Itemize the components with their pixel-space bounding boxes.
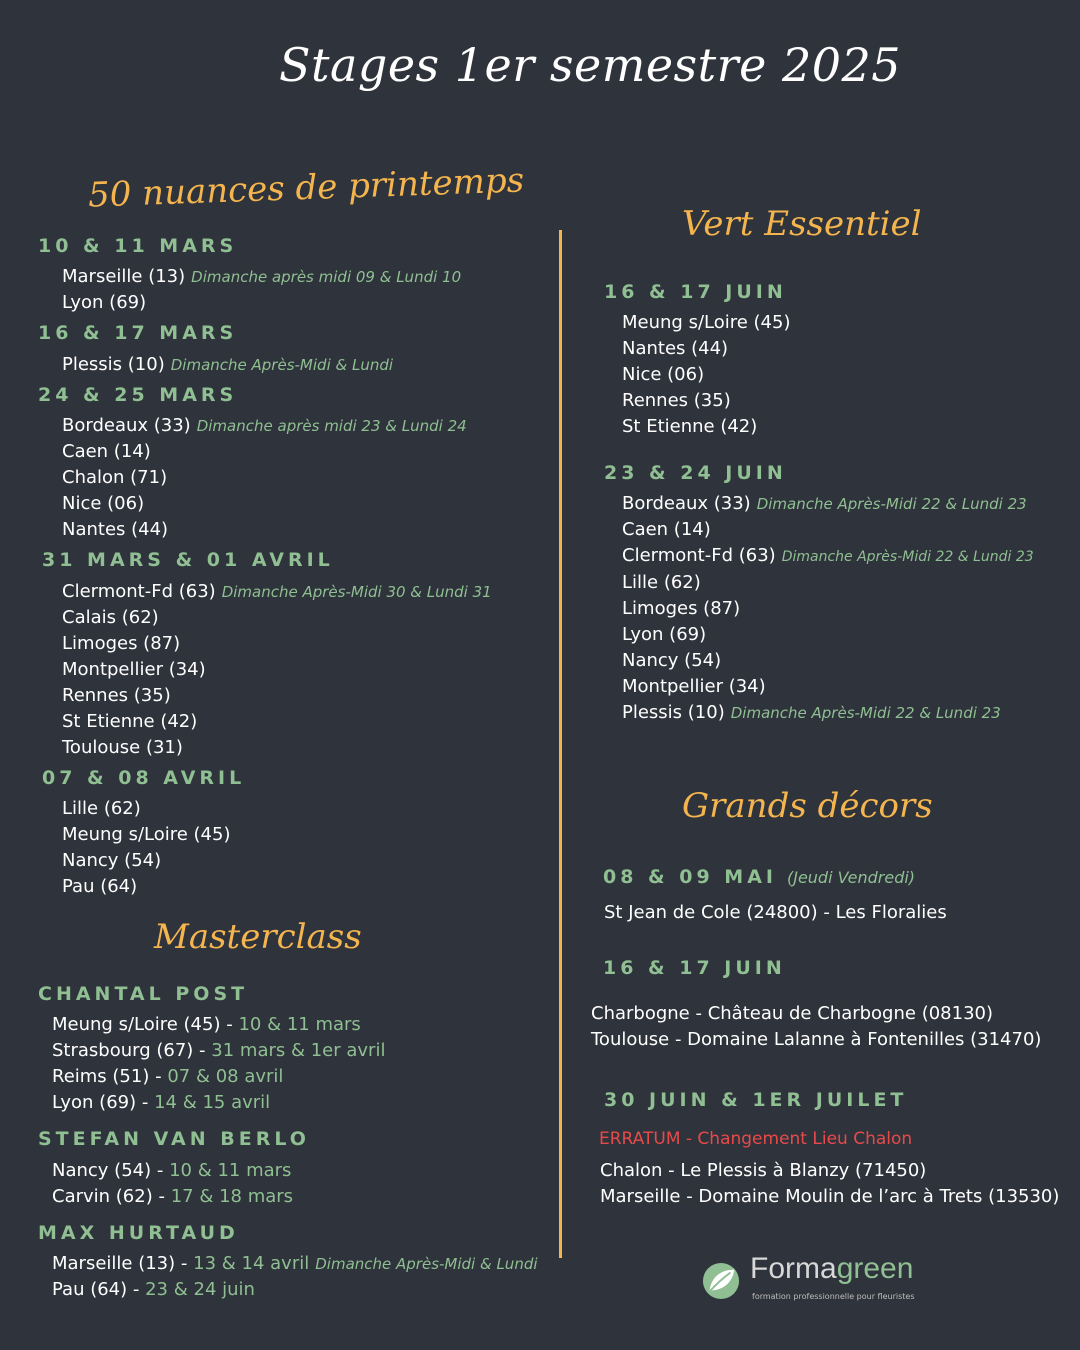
list-item	[62, 579, 492, 605]
place-name: Reims (51)	[52, 1066, 150, 1087]
list-item: Lyon (69)	[62, 292, 147, 313]
list-item: Strasbourg (67) - 31 mars & 1er avril	[52, 1040, 386, 1061]
section-title-grands-decors: Grands décors	[682, 786, 933, 826]
session-date: 17 & 18 mars	[170, 1186, 294, 1207]
place-name: Pau (64)	[52, 1279, 128, 1300]
list-item: St Jean de Cole (24800) - Les Floralies	[604, 902, 947, 923]
section-title-masterclass: Masterclass	[154, 917, 362, 957]
list-item: Meung s/Loire (45) - 10 & 11 mars	[52, 1014, 361, 1035]
list-item: Toulouse (31)	[62, 737, 183, 758]
place-name: Clermont-Fd (63)	[622, 545, 776, 566]
erratum-notice: ERRATUM - Changement Lieu Chalon	[599, 1129, 913, 1149]
schedule-note: Dimanche après midi 23 & Lundi 24	[196, 417, 467, 435]
list-item: Montpellier (34)	[62, 659, 206, 680]
list-item: Carvin (62) - 17 & 18 mars	[52, 1186, 294, 1207]
date-heading: 10 & 11 MARS	[38, 235, 238, 257]
schedule-note: Dimanche Après-Midi 22 & Lundi 23	[756, 495, 1027, 513]
list-item: Lyon (69)	[622, 624, 707, 645]
session-date: 23 & 24 juin	[145, 1279, 255, 1300]
date-group	[622, 310, 791, 440]
list-item: Rennes (35)	[622, 390, 731, 411]
date-group	[62, 352, 393, 378]
date-heading: 23 & 24 JUIN	[604, 462, 787, 484]
place-name: Bordeaux (33)	[622, 493, 751, 514]
date-group	[600, 1158, 1059, 1210]
list-item: Marseille (13) - 13 & 14 avril Dimanche Après-Midi & Lundi	[52, 1253, 538, 1274]
date-heading: 16 & 17 JUIN	[604, 281, 787, 303]
date-group	[622, 491, 1034, 726]
date-group	[62, 796, 231, 900]
schedule-note: Dimanche Après-Midi & Lundi	[170, 356, 394, 374]
date-group	[62, 579, 492, 761]
list-item: Meung s/Loire (45)	[62, 824, 231, 845]
date-group	[62, 264, 461, 316]
instructor-group	[52, 1012, 385, 1116]
date-heading: 08 & 09 MAI	[603, 866, 777, 888]
instructor-heading: MAX HURTAUD	[38, 1222, 239, 1244]
schedule-note: Dimanche Après-Midi 30 & Lundi 31	[221, 583, 492, 601]
schedule-note: Dimanche Après-Midi 22 & Lundi 23	[781, 549, 1034, 565]
date-heading: 07 & 08 AVRIL	[42, 767, 246, 789]
list-item: Lille (62)	[62, 798, 141, 819]
instructor-heading: STEFAN VAN BERLO	[38, 1128, 310, 1150]
date-heading: 16 & 17 MARS	[38, 322, 238, 344]
list-item: Marseille - Domaine Moulin de l’arc à Trets (13530)	[600, 1186, 1060, 1207]
session-date: 10 & 11 mars	[169, 1160, 292, 1181]
brand-logo	[750, 1252, 913, 1286]
schedule-note: Dimanche après midi 09 & Lundi 10	[191, 268, 462, 286]
leaf-logo-icon	[702, 1262, 740, 1300]
date-heading: 24 & 25 MARS	[38, 384, 238, 406]
place-name: Clermont-Fd (63)	[62, 581, 216, 602]
date-heading-row	[603, 866, 915, 888]
schedule-note: Dimanche Après-Midi & Lundi	[315, 1255, 538, 1273]
list-item: Rennes (35)	[62, 685, 171, 706]
list-item: Nice (06)	[62, 493, 145, 514]
session-date: 07 & 08 avril	[167, 1066, 284, 1087]
session-date: 13 & 14 avril	[193, 1253, 310, 1274]
place-name: Nancy (54)	[52, 1160, 152, 1181]
list-item	[62, 352, 393, 378]
place-name: Marseille (13)	[62, 266, 186, 287]
list-item: Toulouse - Domaine Lalanne à Fontenilles (31470)	[591, 1029, 1042, 1050]
list-item: Caen (14)	[62, 441, 151, 462]
list-item	[622, 700, 1034, 726]
list-item: Charbogne - Château de Charbogne (08130)	[591, 1003, 993, 1024]
session-date: 10 & 11 mars	[238, 1014, 361, 1035]
list-item: Nice (06)	[622, 364, 705, 385]
list-item: Montpellier (34)	[622, 676, 766, 697]
place-name: Plessis (10)	[62, 354, 165, 375]
list-item: Chalon - Le Plessis à Blanzy (71450)	[600, 1160, 927, 1181]
list-item: Pau (64)	[62, 876, 138, 897]
session-date: 14 & 15 avril	[154, 1092, 271, 1113]
list-item	[622, 543, 1034, 570]
list-item: Lille (62)	[622, 572, 701, 593]
list-item	[62, 264, 461, 290]
place-name: Meung s/Loire (45)	[52, 1014, 221, 1035]
list-item: Limoges (87)	[62, 633, 181, 654]
schedule-note: (Jeudi Vendredi)	[786, 868, 916, 887]
session-date: 31 mars & 1er avril	[211, 1040, 386, 1061]
date-group	[604, 900, 947, 926]
list-item: Nancy (54)	[622, 650, 722, 671]
place-name: Strasbourg (67)	[52, 1040, 194, 1061]
place-name: Bordeaux (33)	[62, 415, 191, 436]
list-item: Pau (64) - 23 & 24 juin	[52, 1279, 255, 1300]
schedule-note: Dimanche Après-Midi 22 & Lundi 23	[730, 704, 1001, 722]
list-item	[62, 413, 467, 439]
brand-name-part: green	[836, 1252, 914, 1285]
date-heading: 30 JUIN & 1ER JUILET	[604, 1089, 908, 1111]
list-item: Meung s/Loire (45)	[622, 312, 791, 333]
brand-tagline: formation professionnelle pour fleuristes	[752, 1292, 915, 1301]
list-item: St Etienne (42)	[622, 416, 758, 437]
list-item	[622, 491, 1034, 517]
list-item: Reims (51) - 07 & 08 avril	[52, 1066, 284, 1087]
list-item: Caen (14)	[622, 519, 711, 540]
place-name: Carvin (62)	[52, 1186, 153, 1207]
page-title: Stages 1er semestre 2025	[278, 38, 902, 92]
list-item: Calais (62)	[62, 607, 159, 628]
instructor-group	[52, 1158, 293, 1210]
instructor-group	[52, 1251, 538, 1303]
list-item: Limoges (87)	[622, 598, 741, 619]
place-name: Lyon (69)	[52, 1092, 137, 1113]
column-divider	[559, 230, 562, 1258]
date-heading: 31 MARS & 01 AVRIL	[42, 549, 334, 571]
date-group	[591, 1001, 1041, 1053]
place-name: Marseille (13)	[52, 1253, 176, 1274]
list-item: Nancy (54) - 10 & 11 mars	[52, 1160, 292, 1181]
list-item: Nantes (44)	[622, 338, 729, 359]
list-item: Nantes (44)	[62, 519, 169, 540]
instructor-heading: CHANTAL POST	[38, 983, 249, 1005]
date-group	[62, 413, 467, 543]
date-heading: 16 & 17 JUIN	[603, 957, 786, 979]
list-item: Nancy (54)	[62, 850, 162, 871]
list-item: Lyon (69) - 14 & 15 avril	[52, 1092, 271, 1113]
place-name: Plessis (10)	[622, 702, 725, 723]
list-item: St Etienne (42)	[62, 711, 198, 732]
brand-name-part: Forma	[750, 1252, 837, 1285]
section-title-nuances: 50 nuances de printemps	[87, 160, 525, 216]
list-item: Chalon (71)	[62, 467, 168, 488]
section-title-vert-essentiel: Vert Essentiel	[682, 204, 922, 244]
